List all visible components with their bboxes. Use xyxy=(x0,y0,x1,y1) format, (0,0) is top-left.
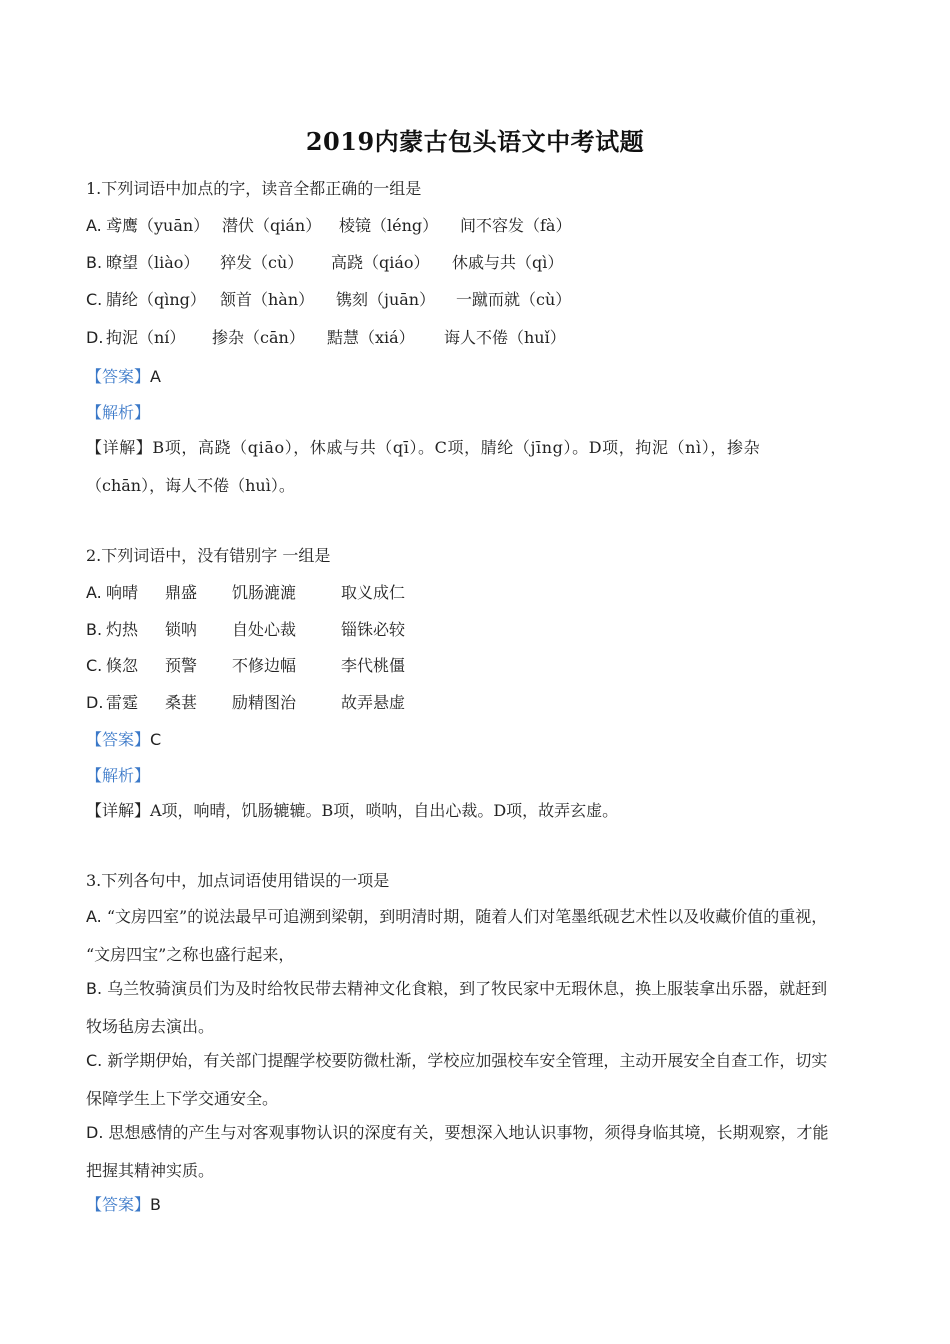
q3-option-text-cont: “文房四宝”之称也盛行起来， xyxy=(86,945,295,964)
q2-option-item: 李代桃僵 xyxy=(341,656,406,675)
q2-detail: 【详解】A项，响晴，饥肠辘辘。B项，唢呐，自出心裁。D项，故弄玄虚。 xyxy=(86,801,619,820)
q1-option-letter: C. xyxy=(86,290,103,309)
q1-option-item: 诲人不倦（huǐ） xyxy=(444,328,566,347)
q3-option-letter: C. xyxy=(86,1051,103,1070)
answer-tag: 【答案】 xyxy=(86,1195,151,1214)
q2-analysis-tag xyxy=(86,765,150,787)
q3-option-letter: B. xyxy=(86,979,103,998)
q1-option-letter: A. xyxy=(86,216,102,235)
q1-detail-line-1: 【详解】B项，高跷（qiāo），休戚与共（qī）。C项，腈纶（jīng）。D项，拘泥（nì），掺杂 xyxy=(86,438,761,457)
q2-option-letter: B. xyxy=(86,620,103,639)
q3-option-text: “文房四室”的说法最早可追溯到梁朝，到明清时期，随着人们对笔墨纸砚艺术性以及收藏价值的重视， xyxy=(106,907,828,926)
q2-option-item: 预警 xyxy=(165,656,198,675)
q2-option-item: 锁呐 xyxy=(165,620,198,639)
answer-value: B xyxy=(150,1195,161,1214)
q1-option-item: 拘泥（ní） xyxy=(106,328,186,347)
q3-option-text-cont: 牧场毡房去演出。 xyxy=(86,1017,215,1036)
answer-tag: 【答案】 xyxy=(86,730,151,749)
q1-option-item: 暸望（liào） xyxy=(106,253,200,272)
page-title: 2019内蒙古包头语文中考试题 xyxy=(305,127,645,156)
q2-option-item: 励精图治 xyxy=(232,693,297,712)
q2-option-item: 不修边幅 xyxy=(232,656,297,675)
q1-option-item: 掺杂（cān） xyxy=(212,328,305,347)
answer-value: A xyxy=(150,367,161,386)
q2-option-item: 灼热 xyxy=(106,620,139,639)
q2-option-item: 桑葚 xyxy=(165,693,198,712)
q1-option-item: 腈纶（qìng） xyxy=(106,290,206,309)
q3-option-text-cont: 把握其精神实质。 xyxy=(86,1161,215,1180)
q1-option-item: 猝发（cù） xyxy=(220,253,304,272)
q3-option-text-cont: 保障学生上下学交通安全。 xyxy=(86,1089,279,1108)
q2-option-item: 倏忽 xyxy=(106,656,139,675)
q1-option-item: 高跷（qiáo） xyxy=(331,253,430,272)
q2-option-item: 饥肠漉漉 xyxy=(232,583,297,602)
q2-answer xyxy=(86,729,161,751)
q1-analysis-tag xyxy=(86,402,150,424)
q3-option-a xyxy=(86,906,866,966)
q3-option-d xyxy=(86,1122,866,1182)
q2-option-item: 鼎盛 xyxy=(165,583,198,602)
q1-stem: 1.下列词语中加点的字，读音全都正确的一组是 xyxy=(86,179,422,198)
q1-option-item: 镌刻（juān） xyxy=(336,290,436,309)
q2-stem: 2.下列词语中，没有错别字 一组是 xyxy=(86,546,331,565)
answer-tag: 【答案】 xyxy=(86,367,151,386)
q3-option-b xyxy=(86,978,866,1038)
q3-answer xyxy=(86,1194,161,1216)
q3-option-letter: A. xyxy=(86,907,102,926)
q1-option-item: 间不容发（fà） xyxy=(460,216,572,235)
q1-option-item: 颔首（hàn） xyxy=(220,290,315,309)
q2-option-letter: C. xyxy=(86,656,103,675)
q1-option-item: 鸢鹰（yuān） xyxy=(106,216,210,235)
q1-option-item: 一蹴而就（cù） xyxy=(456,290,572,309)
q2-option-item: 锱铢必较 xyxy=(341,620,406,639)
q1-option-item: 棱镜（léng） xyxy=(339,216,439,235)
q1-option-letter: D. xyxy=(86,328,104,347)
q2-option-letter: D. xyxy=(86,693,104,712)
q2-option-letter: A. xyxy=(86,583,102,602)
q3-option-letter: D. xyxy=(86,1123,104,1142)
q2-option-item: 取义成仁 xyxy=(341,583,406,602)
q1-option-item: 潜伏（qián） xyxy=(222,216,322,235)
q1-option-item: 休戚与共（qì） xyxy=(452,253,564,272)
q2-option-item: 响晴 xyxy=(106,583,139,602)
q2-option-item: 自处心裁 xyxy=(232,620,297,639)
q3-option-text: 新学期伊始，有关部门提醒学校要防微杜渐，学校应加强校车安全管理，主动开展安全自查工作，切实 xyxy=(107,1051,828,1070)
q1-answer xyxy=(86,366,161,388)
q2-option-item: 故弄悬虚 xyxy=(341,693,406,712)
analysis-tag: 【解析】 xyxy=(86,403,151,422)
q3-option-text: 乌兰牧骑演员们为及时给牧民带去精神文化食粮，到了牧民家中无瑕休息，换上服装拿出乐器，就赶到 xyxy=(107,979,828,998)
analysis-tag: 【解析】 xyxy=(86,766,151,785)
q2-option-item: 雷霆 xyxy=(106,693,139,712)
q1-option-letter: B. xyxy=(86,253,103,272)
q3-option-text: 思想感情的产生与对客观事物认识的深度有关，要想深入地认识事物，须得身临其境，长期观察，才能 xyxy=(108,1123,829,1142)
answer-value: C xyxy=(150,730,162,749)
q1-option-item: 黠慧（xiá） xyxy=(327,328,415,347)
q1-detail-line-2: （chān），诲人不倦（huì）。 xyxy=(86,476,295,495)
q3-stem: 3.下列各句中，加点词语使用错误的一项是 xyxy=(86,871,390,890)
q3-option-c xyxy=(86,1050,866,1110)
